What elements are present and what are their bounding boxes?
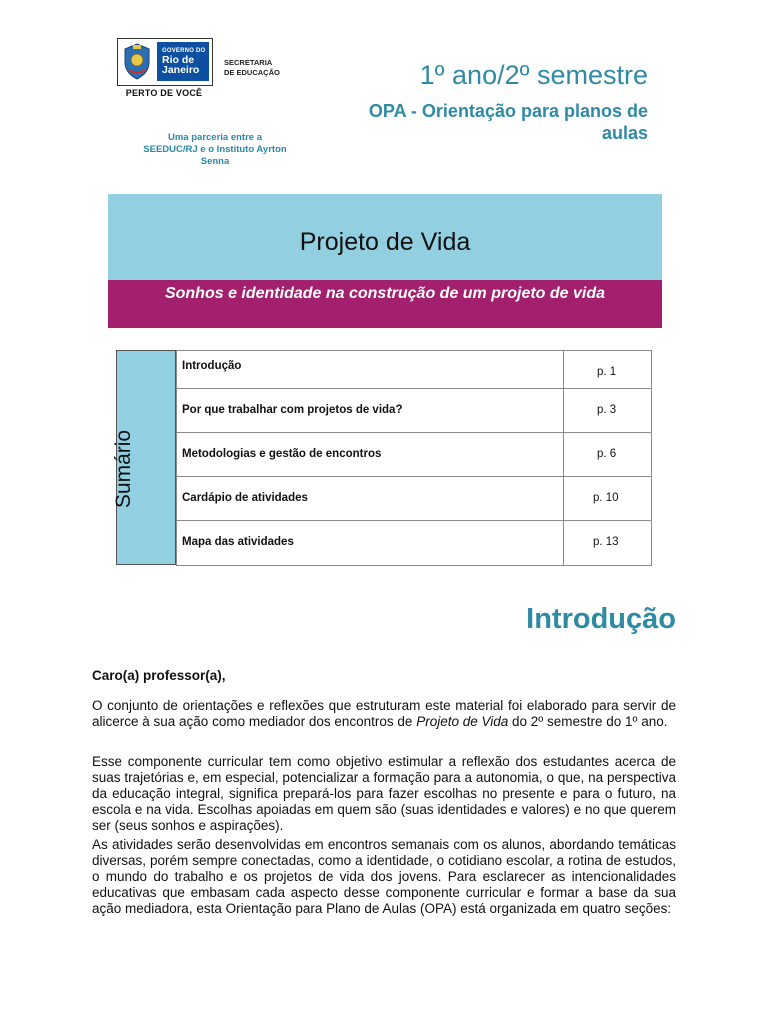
table-row[interactable] xyxy=(176,432,564,477)
banner-subtitle: Sonhos e identidade na construção de um projeto de vida xyxy=(164,285,606,302)
table-row[interactable] xyxy=(176,520,564,566)
banner-title: Projeto de Vida xyxy=(299,228,471,256)
table-cell-page xyxy=(563,520,652,566)
table-cell-page xyxy=(563,388,652,433)
coat-of-arms-icon xyxy=(121,42,153,81)
partnership-note: Uma parceria entre a SEEDUC/RJ e o Instituto Ayrton Senna xyxy=(143,132,287,167)
summary-item-page: p. 1 xyxy=(597,366,617,378)
summary-item-title: Por que trabalhar com projetos de vida? xyxy=(182,404,403,416)
document-title: 1º ano/2º semestre xyxy=(419,60,648,90)
logo-tagline: PERTO DE VOCÊ xyxy=(125,88,203,98)
table-row[interactable] xyxy=(176,350,564,389)
table-cell-page xyxy=(563,432,652,477)
paragraph-2: Esse componente curricular tem como objetivo estimular a reflexão dos estudantes acerca de suas trajetórias e, em especial, potencializar a formação para a autonomia, o que, na perspectiva da educação integral, significa prepará-los para fazer escolhas no presente e para o futuro, na escola e na vida. Escolhas apoiadas em quem são (suas identidades e valores) e no que querem ser (seus sonhos e aspirações). xyxy=(92,754,676,833)
summary-item-page: p. 6 xyxy=(597,448,617,460)
summary-item-title: Introdução xyxy=(182,360,242,372)
summary-item-title: Mapa das atividades xyxy=(182,536,294,548)
summary-item-page: p. 13 xyxy=(593,536,619,548)
table-cell-page xyxy=(563,476,652,521)
summary-item-page: p. 10 xyxy=(593,492,619,504)
summary-label: Sumário xyxy=(112,429,135,509)
table-row[interactable] xyxy=(176,388,564,433)
section-heading: Introdução xyxy=(526,603,676,635)
paragraph-1: O conjunto de orientações e reflexões que estruturam este material foi elaborado para servir de alicerce à sua ação como mediador dos encontros de Projeto de Vida do 2º semestre do 1º ano. xyxy=(92,698,676,729)
table-cell-page xyxy=(563,350,652,389)
summary-item-page: p. 3 xyxy=(597,404,617,416)
paragraph-3: As atividades serão desenvolvidas em encontros semanais com os alunos, abordando temáticas diversas, porém sempre conectadas, como a identidade, o cotidiano escolar, a rotina de estudos, o mundo do trabalho e os projetos de vida dos jovens. Para esclarecer as intencionalidades educativas que embasam cada aspecto desse componente curricular e formar a base da sua ação mediadora, esta Orientação para Plano de Aulas (OPA) está organizada em quatro seções: xyxy=(92,837,676,916)
document-subtitle: OPA - Orientação para planos de aulas xyxy=(368,101,648,143)
table-row[interactable] xyxy=(176,476,564,521)
secretaria-label: SECRETARIA DE EDUCAÇÃO xyxy=(224,58,280,77)
greeting: Caro(a) professor(a), xyxy=(92,668,226,683)
rio-de-janeiro-wordmark: GOVERNO DO Rio de Janeiro xyxy=(157,42,209,81)
summary-item-title: Cardápio de atividades xyxy=(182,492,308,504)
summary-item-title: Metodologias e gestão de encontros xyxy=(182,448,382,460)
